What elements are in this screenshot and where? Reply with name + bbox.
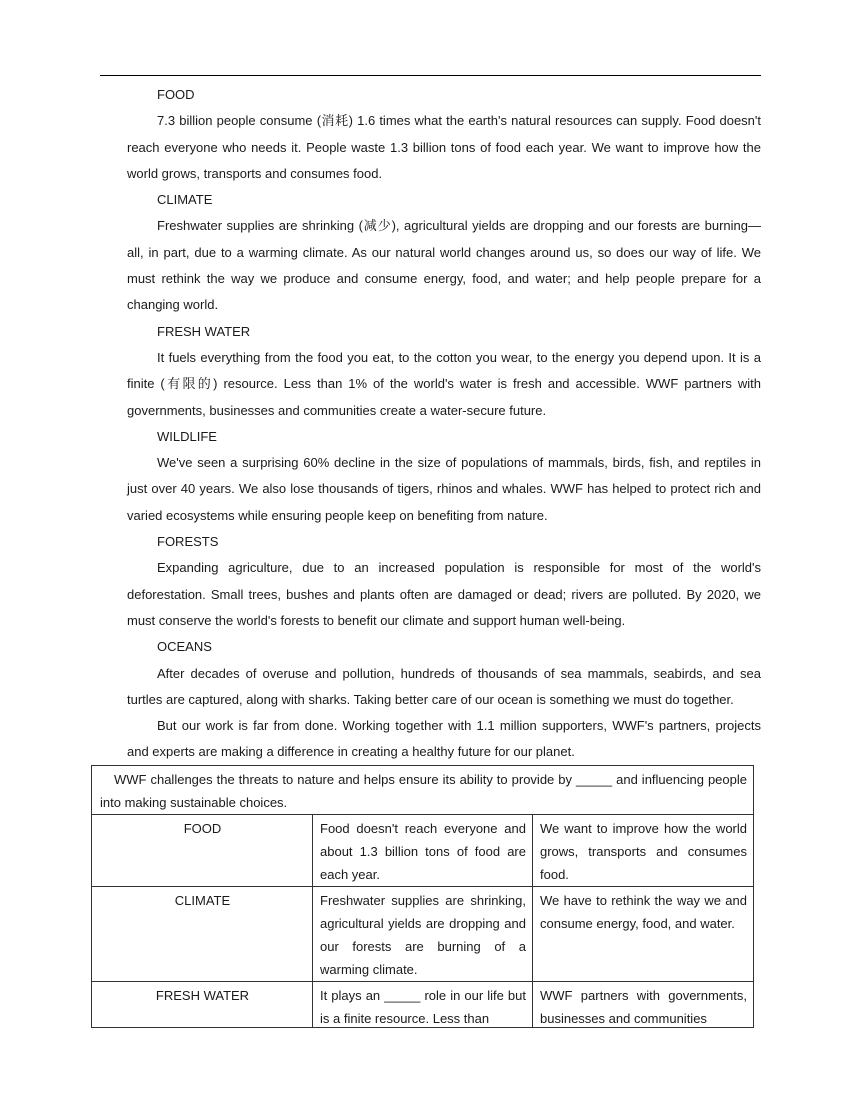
section-paragraph-forests: Expanding agriculture, due to an increased population is responsible for most of the world's deforestation. Small trees, bushes and plants often are damaged or dead; rivers are polluted. By 2020, we must conserve the world's forests to benefit our climate and support human well-being.: [127, 560, 761, 628]
table-topic-cell: [92, 982, 313, 1028]
passage: [127, 82, 761, 766]
table-action-cell: [533, 982, 754, 1028]
table-action-text: WWF partners with governments, businesses and communities: [540, 988, 747, 1026]
table-action-cell: We want to improve how the world grows, transports and consumes food.: [533, 815, 754, 887]
section-paragraph-food: 7.3 billion people consume (消耗) 1.6 times what the earth's natural resources can supply. Food doesn't reach everyone who needs it. People waste 1.3 billion tons of food each year. We want to improve how the world grows, transports and consumes food.: [127, 113, 761, 181]
section-paragraph-climate: Freshwater supplies are shrinking (减少), agricultural yields are dropping and our forests are burning—all, in part, due to a warming climate. As our natural world changes around us, so does our way of life. We must rethink the way we produce and consume energy, food, and water; and help people prepare for a changing world.: [127, 218, 761, 313]
closing-paragraph: But our work is far from done. Working together with 1.1 million supporters, WWF's partners, projects and experts are making a difference in creating a healthy future for our planet.: [127, 718, 761, 760]
table-detail-cell: [313, 982, 533, 1028]
table-row: [92, 982, 754, 1028]
table-detail-cell: Freshwater supplies are shrinking, agricultural yields are dropping and our forests are burning of a warming climate.: [313, 887, 533, 982]
section-paragraph-oceans: After decades of overuse and pollution, hundreds of thousands of sea mammals, seabirds, and sea turtles are captured, along with sharks. Taking better care of our ocean is something we must do together.: [127, 665, 761, 707]
table-topic-cell: FOOD: [92, 815, 313, 887]
section-heading-food: FOOD: [157, 87, 195, 102]
section-heading-climate: CLIMATE: [157, 192, 213, 208]
table-action-cell: We have to rethink the way we and consume energy, food, and water.: [533, 887, 754, 982]
summary-table: [91, 765, 754, 1028]
table-intro-cell: WWF challenges the threats to nature and helps ensure its ability to provide by _____ and influencing people into making sustainable choices.: [92, 766, 754, 815]
table-detail-text: It plays an _____ role in our life but is a finite resource. Less than: [320, 988, 526, 1026]
table-row: [92, 887, 754, 982]
table-topic-text: FRESH WATER: [155, 988, 250, 1003]
table-topic-cell: CLIMATE: [92, 887, 313, 982]
section-heading-fresh-water: FRESH WATER: [157, 323, 251, 339]
table-row: [92, 815, 754, 887]
section-heading-oceans: OCEANS: [157, 639, 212, 655]
table-detail-cell: Food doesn't reach everyone and about 1.3 billion tons of food are each year.: [313, 815, 533, 887]
section-paragraph-wildlife: We've seen a surprising 60% decline in the size of populations of mammals, birds, fish, and reptiles in just over 40 years. We also lose thousands of tigers, rhinos and whales. WWF has helped to protect rich and varied ecosystems while ensuring people keep on benefiting from nature.: [127, 455, 761, 523]
section-heading-forests: FORESTS: [157, 534, 219, 550]
section-paragraph-fresh-water: It fuels everything from the food you eat, to the cotton you wear, to the energy you depend upon. It is a finite (有限的) resource. Less than 1% of the world's water is fresh and accessible. WWF partners with governments, businesses and communities create a water-secure future.: [127, 349, 761, 418]
header-rule: [100, 75, 761, 76]
section-heading-wildlife: WILDLIFE: [157, 428, 217, 444]
table-intro-row: [92, 766, 754, 815]
